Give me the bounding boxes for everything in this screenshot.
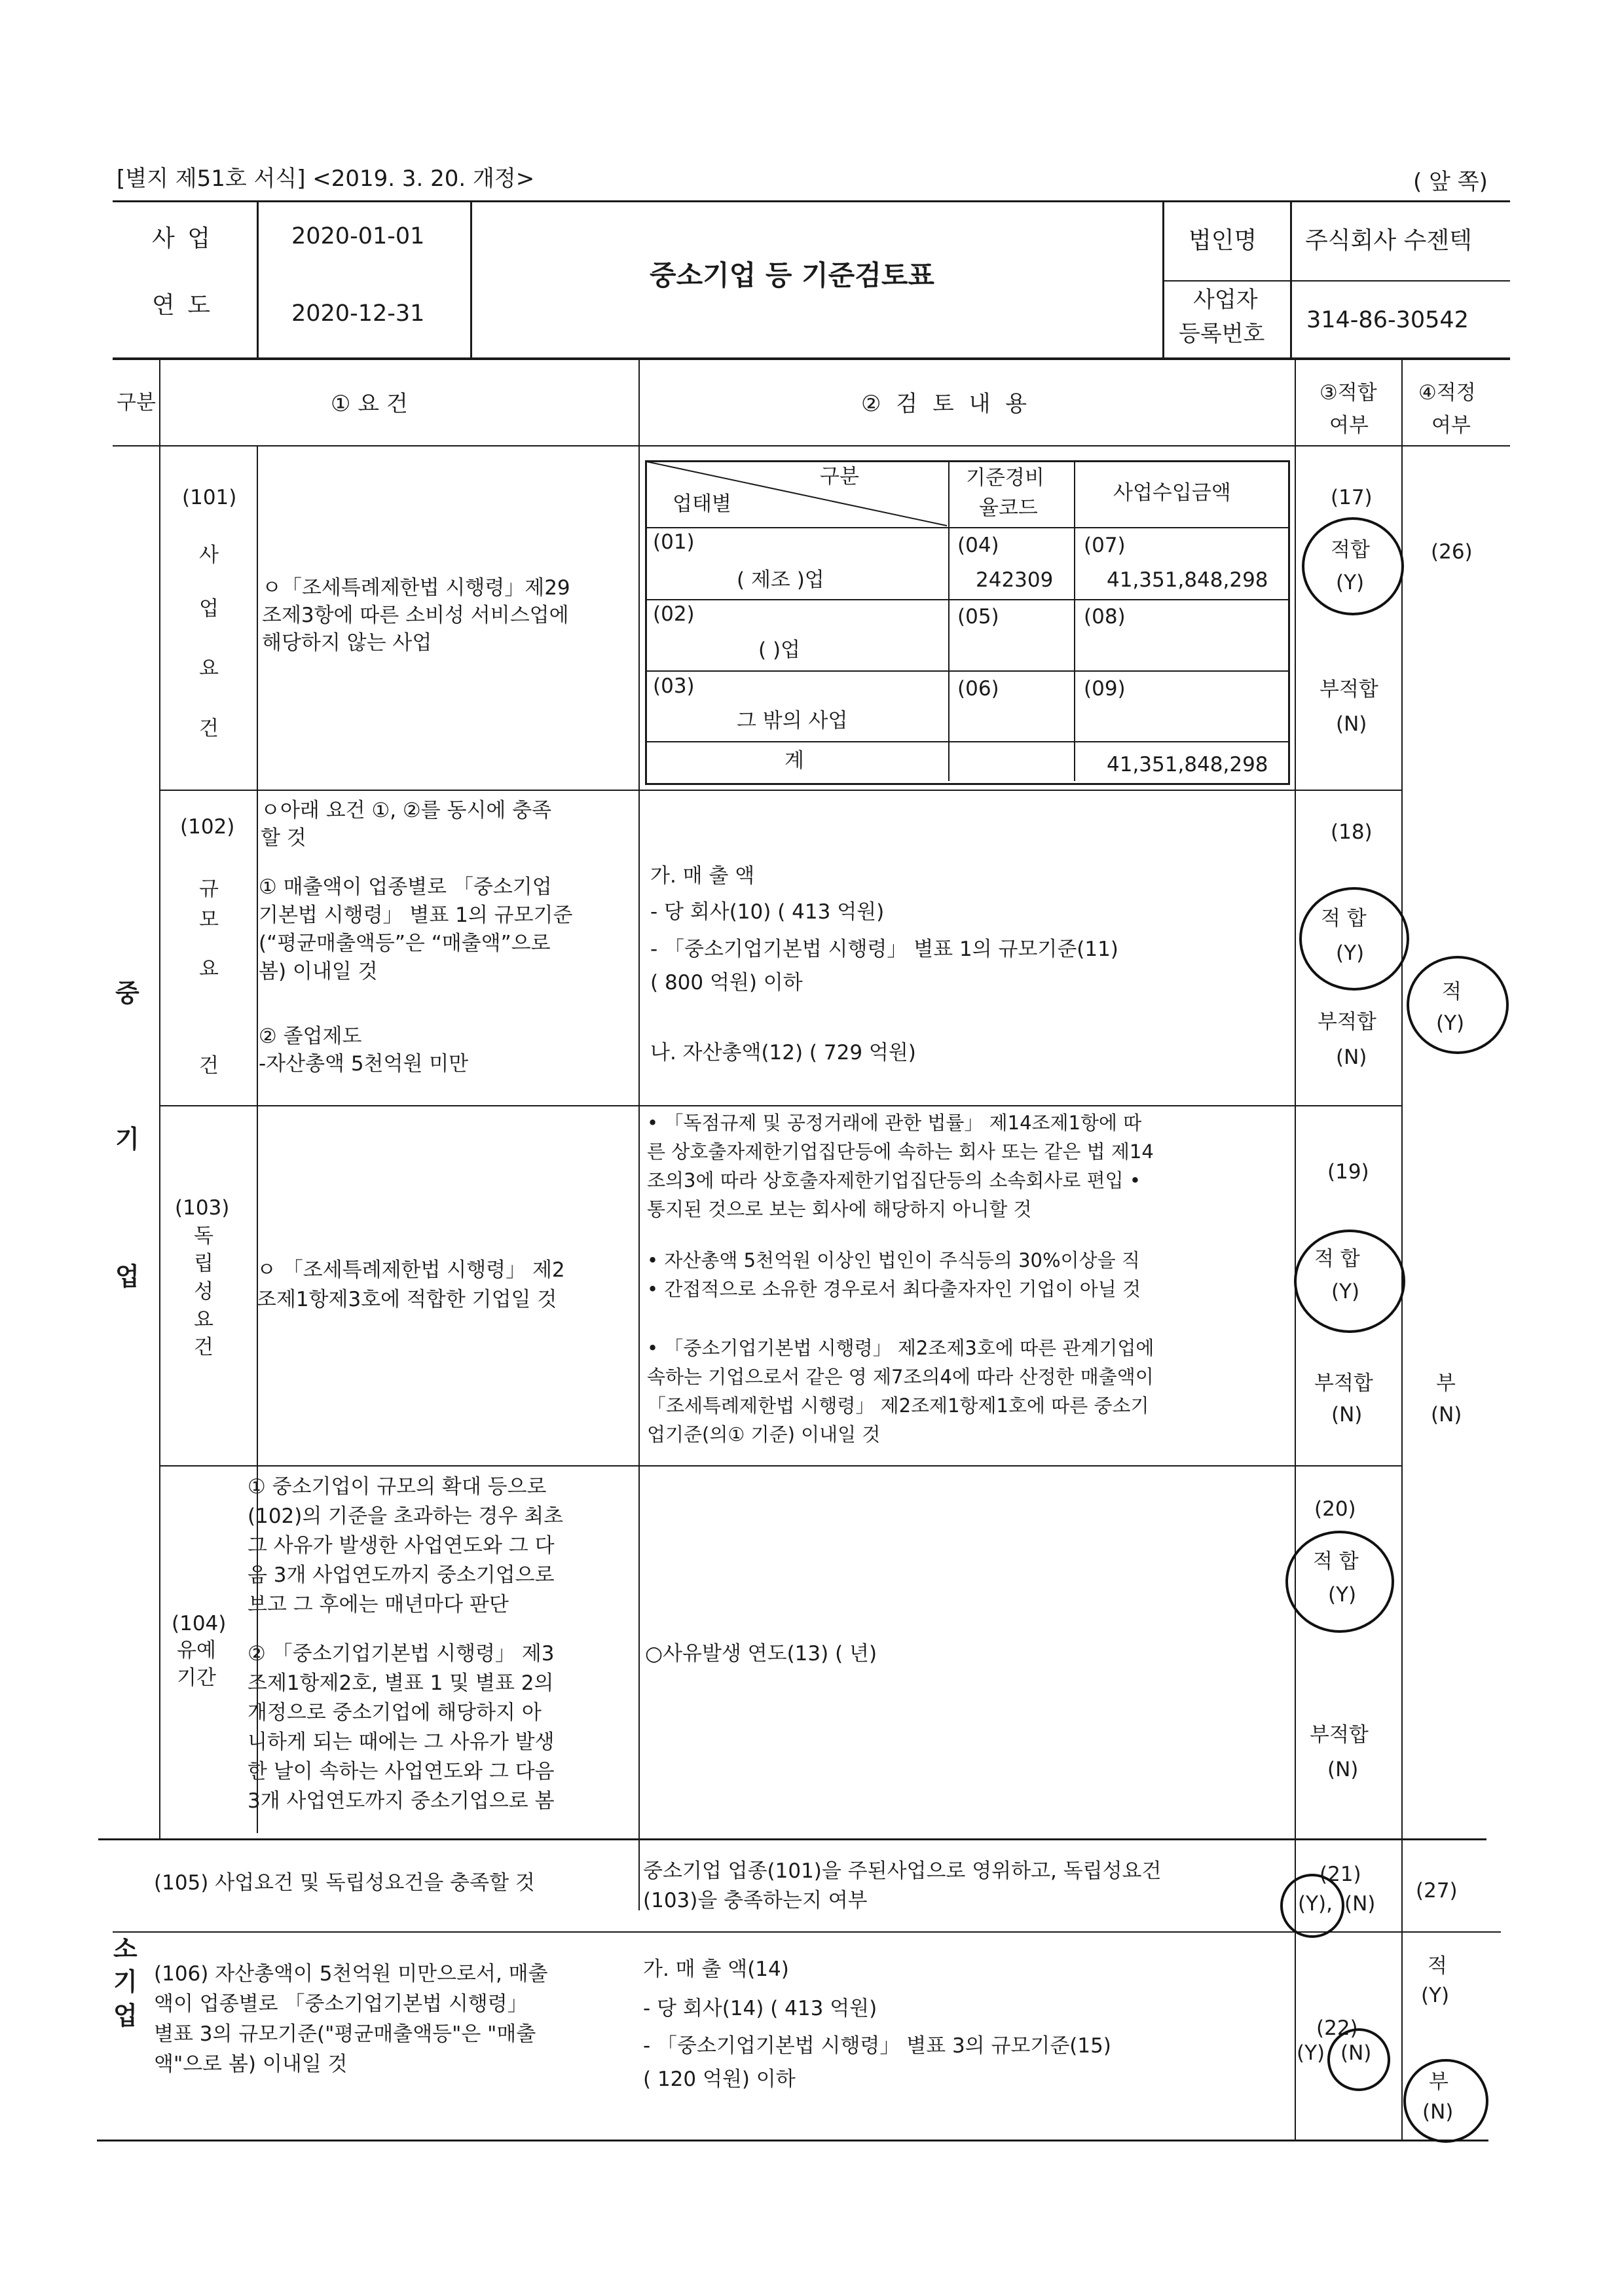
r102-name-1: 규 bbox=[199, 877, 219, 901]
col-code bbox=[257, 445, 258, 1833]
r102-pass-yes: 적 bbox=[1442, 980, 1462, 1004]
r103-review-4: 통지된 것으로 보는 회사에 해당하지 아니할 것 bbox=[647, 1198, 1032, 1220]
r102-fit-no-n: (N) bbox=[1336, 1046, 1367, 1069]
r101-tbl-h bbox=[645, 527, 1288, 528]
r106-review-3: - 「중소기업기본법 시행령」 별표 3의 규모기준(15) bbox=[643, 2034, 1111, 2058]
r101-row1-code-no: (04) bbox=[957, 534, 999, 557]
year-label-2: 연 도 bbox=[152, 292, 213, 319]
r101-tbl-col2 bbox=[1074, 460, 1075, 781]
col-header-pass-2: 여부 bbox=[1431, 414, 1471, 437]
r103-review-9: 「조세특례제한법 시행령」 제2조제1항제1호에 따른 중소기 bbox=[647, 1394, 1149, 1417]
r104-fit-code: (20) bbox=[1314, 1497, 1356, 1521]
r101-row1-code: 242309 bbox=[976, 568, 1054, 592]
r101-row1-amt: 41,351,848,298 bbox=[1107, 568, 1268, 592]
col-header-review: ② 검 토 내 용 bbox=[861, 391, 1031, 417]
r102-req-7: ② 졸업제도 bbox=[259, 1025, 362, 1048]
r101-code: (101) bbox=[182, 486, 237, 509]
r101-row2-no: (02) bbox=[653, 602, 695, 626]
info-div-year bbox=[257, 200, 259, 357]
r102-name-4: 건 bbox=[199, 1054, 219, 1078]
r106-pass-no: 부 bbox=[1429, 2070, 1449, 2094]
r106-req-3: 별표 3의 규모기준("평균매출액등"은 "매출 bbox=[154, 2022, 536, 2046]
r106-fit-n: (N) bbox=[1340, 2041, 1372, 2065]
r102-name-2: 모 bbox=[199, 908, 219, 932]
r103-fit-no: 부적합 bbox=[1314, 1372, 1373, 1395]
small-label-2: 기 bbox=[113, 1967, 138, 1996]
r104-req-9: 니하게 되는 때에는 그 사유가 발생 bbox=[248, 1730, 555, 1754]
r101-name-3: 요 bbox=[199, 657, 219, 680]
r102-review-5: 나. 자산총액(12) ( 729 억원) bbox=[650, 1041, 916, 1065]
small-label-3: 업 bbox=[113, 2001, 138, 2030]
r101-tbl-gubun: 구분 bbox=[820, 465, 859, 488]
r103-review-7: • 「중소기업기본법 시행령」 제2조제3호에 따른 관계기업에 bbox=[647, 1337, 1154, 1359]
r104-req-3: 그 사유가 발생한 사업연도와 그 다 bbox=[248, 1534, 555, 1558]
r101-req-3: 해당하지 않는 사업 bbox=[262, 631, 432, 655]
r105-fit-n: (N) bbox=[1344, 1892, 1376, 1916]
r101-tbl-col1 bbox=[948, 460, 950, 781]
col-header-fit-1: ③적합 bbox=[1320, 381, 1377, 405]
r104-req-4: 음 3개 사업연도까지 중소기업으로 bbox=[248, 1563, 555, 1587]
corp-name: 주식회사 수젠텍 bbox=[1305, 227, 1472, 254]
r102-fit-no: 부적합 bbox=[1318, 1010, 1376, 1034]
r101-fit-yes-y: (Y) bbox=[1336, 571, 1365, 594]
r105-review-1: 중소기업 업종(101)을 주된사업으로 영위하고, 독립성요건 bbox=[643, 1859, 1162, 1883]
header-bottom bbox=[113, 445, 1510, 446]
r103-review-6: • 간접적으로 소유한 경우로서 최다출자자인 기업이 아닐 것 bbox=[647, 1278, 1141, 1300]
r104-code: (104) bbox=[172, 1612, 227, 1635]
r106-pass-yes: 적 bbox=[1428, 1954, 1447, 1978]
r104-review: ○사유발생 연도(13) ( 년) bbox=[645, 1642, 877, 1666]
year-label-1: 사 업 bbox=[152, 225, 213, 252]
col-header-gubun: 구분 bbox=[117, 391, 156, 414]
info-div-corp bbox=[1290, 200, 1292, 357]
form-label: [별지 제51호 서식] <2019. 3. 20. 개정> bbox=[117, 166, 535, 192]
r104-name-2: 기간 bbox=[177, 1666, 216, 1690]
r103-fit-yes-y: (Y) bbox=[1331, 1280, 1360, 1303]
r101-name-2: 업 bbox=[199, 597, 219, 621]
r101-row2-amt-no: (08) bbox=[1084, 605, 1126, 629]
r104-req-5: 보고 그 후에는 매년마다 판단 bbox=[248, 1593, 509, 1616]
r104-fit-no: 부적합 bbox=[1310, 1723, 1369, 1747]
r103-review-8: 속하는 기업으로서 같은 영 제7조의4에 따라 산정한 매출액이 bbox=[647, 1366, 1154, 1388]
r101-row3-amt-no: (09) bbox=[1084, 677, 1126, 701]
r102-req-8: -자산총액 5천억원 미만 bbox=[259, 1052, 469, 1076]
sme-bottom bbox=[98, 1838, 1486, 1840]
col-header-requirement: ① 요 건 bbox=[331, 391, 408, 417]
r101-fit-no-n: (N) bbox=[1336, 712, 1367, 736]
r102-pass-circle bbox=[1407, 956, 1509, 1054]
r101-fit-no: 부적합 bbox=[1320, 678, 1378, 701]
r103-fit-no-n: (N) bbox=[1331, 1403, 1363, 1427]
r102-req-3: ① 매출액이 업종별로 「중소기업 bbox=[259, 875, 552, 899]
r101-total-label: 계 bbox=[784, 749, 804, 773]
row103-bottom bbox=[159, 1465, 1401, 1467]
r104-fit-yes-y: (Y) bbox=[1328, 1583, 1357, 1607]
r101-row2-code-no: (05) bbox=[957, 605, 999, 629]
r101-fit-code: (17) bbox=[1331, 486, 1373, 509]
r102-review-3: - 「중소기업기본법 시행령」 별표 1의 규모기준(11) bbox=[650, 938, 1118, 961]
r103-review-3: 조의3에 따라 상호출자제한기업집단등의 소속회사로 편입 • bbox=[647, 1169, 1141, 1192]
r106-fit-y: (Y) bbox=[1297, 2041, 1325, 2065]
bizno: 314-86-30542 bbox=[1306, 307, 1469, 333]
r106-req-1: (106) 자산총액이 5천억원 미만으로서, 매출 bbox=[154, 1962, 548, 1986]
r102-code: (102) bbox=[180, 815, 235, 839]
r103-name-5: 건 bbox=[194, 1336, 213, 1359]
r101-tbl-r1 bbox=[645, 599, 1288, 600]
r104-req-2: (102)의 기준을 초과하는 경우 최초 bbox=[248, 1504, 564, 1528]
r101-name-4: 건 bbox=[199, 717, 219, 740]
table-top-border bbox=[113, 357, 1510, 360]
r102-review-2: - 당 회사(10) ( 413 억원) bbox=[650, 900, 885, 924]
r102-req-1: ㅇ아래 요건 ①, ②를 동시에 충족 bbox=[261, 799, 552, 822]
r101-row1-name: ( 제조 )업 bbox=[737, 568, 824, 592]
page-side: ( 앞 쪽) bbox=[1413, 169, 1488, 195]
r101-row2-name: ( )업 bbox=[758, 638, 800, 662]
r103-review-1: • 「독점규제 및 공정거래에 관한 법률」 제14조제1항에 따 bbox=[647, 1112, 1142, 1134]
r102-pass-yes-y: (Y) bbox=[1436, 1011, 1465, 1035]
r106-review-2: - 당 회사(14) ( 413 억원) bbox=[643, 1997, 877, 2020]
row101-bottom bbox=[159, 790, 1401, 791]
r104-req-11: 3개 사업연도까지 중소기업으로 봄 bbox=[248, 1789, 555, 1813]
r104-req-10: 한 날이 속하는 사업연도와 그 다음 bbox=[248, 1760, 555, 1783]
sme-label-1: 중 bbox=[115, 979, 139, 1008]
info-top-border bbox=[113, 200, 1510, 202]
r103-fit-yes: 적 합 bbox=[1314, 1247, 1360, 1271]
r106-review-4: ( 120 억원) 이하 bbox=[643, 2068, 796, 2091]
r104-fit-yes: 적 합 bbox=[1313, 1550, 1359, 1573]
r101-tbl-r2 bbox=[645, 670, 1288, 672]
r103-name-2: 립 bbox=[194, 1252, 213, 1275]
r102-req-2: 할 것 bbox=[261, 826, 306, 850]
r102-req-4: 기본법 시행령」 별표 1의 규모기준 bbox=[259, 903, 573, 927]
r102-fit-yes-y: (Y) bbox=[1336, 941, 1365, 965]
r103-name-3: 성 bbox=[194, 1280, 213, 1303]
small-label-1: 소 bbox=[113, 1935, 138, 1963]
r103-name-1: 독 bbox=[194, 1224, 213, 1248]
start-date: 2020-01-01 bbox=[291, 223, 425, 249]
r103-req-2: 조제1항제3호에 적합한 기업일 것 bbox=[257, 1288, 557, 1311]
r101-name-1: 사 bbox=[199, 543, 219, 567]
r104-name-1: 유예 bbox=[177, 1639, 216, 1662]
info-mid-right bbox=[1162, 280, 1510, 282]
r101-tbl-code-h1: 기준경비 bbox=[966, 466, 1044, 490]
row102-bottom bbox=[159, 1105, 1401, 1106]
r104-fit-no-n: (N) bbox=[1327, 1758, 1359, 1781]
col-gubun bbox=[159, 359, 160, 1840]
r102-fit-code: (18) bbox=[1331, 820, 1373, 844]
r101-tbl-code-h2: 율코드 bbox=[979, 496, 1038, 520]
r101-row1-no: (01) bbox=[653, 530, 695, 554]
r101-tbl-r3 bbox=[645, 741, 1288, 742]
r101-req-1: ㅇ「조세특례제한법 시행령」제29 bbox=[262, 576, 570, 600]
r105-pass-code: (27) bbox=[1416, 1879, 1458, 1903]
sme-label-2: 기 bbox=[115, 1125, 139, 1154]
r101-row3-name: 그 밖의 사업 bbox=[737, 709, 848, 733]
r104-req-8: 개정으로 중소기업에 해당하지 아 bbox=[248, 1701, 542, 1724]
r103-req-1: ㅇ 「조세특례제한법 시행령」 제2 bbox=[257, 1258, 565, 1282]
table-bottom bbox=[97, 2140, 1488, 2141]
r106-pass-yes-y: (Y) bbox=[1421, 1984, 1450, 2007]
r103-review-5: • 자산총액 5천억원 이상인 법인이 주식등의 30%이상을 직 bbox=[647, 1249, 1140, 1271]
r102-review-4: ( 800 억원) 이하 bbox=[650, 971, 803, 994]
r106-req-4: 액"으로 봄) 이내일 것 bbox=[154, 2052, 348, 2076]
r103-code: (103) bbox=[175, 1196, 230, 1220]
r102-review-1: 가. 매 출 액 bbox=[650, 864, 755, 888]
r104-req-1: ① 중소기업이 규모의 확대 등으로 bbox=[248, 1475, 547, 1499]
r101-fit-yes: 적합 bbox=[1331, 538, 1370, 562]
col-header-fit-2: 여부 bbox=[1329, 414, 1369, 437]
r102-fit-circle bbox=[1299, 887, 1409, 991]
end-date: 2020-12-31 bbox=[291, 301, 425, 327]
r103-review-2: 른 상호출자제한기업집단등에 속하는 회사 또는 같은 법 제14 bbox=[647, 1140, 1154, 1163]
r101-tbl-amt-h: 사업수입금액 bbox=[1113, 481, 1231, 505]
r106-review-1: 가. 매 출 액(14) bbox=[643, 1958, 789, 1981]
r105-fit-code: (21) bbox=[1320, 1863, 1361, 1886]
col-header-pass-1: ④적정 bbox=[1418, 381, 1476, 405]
r103-review-10: 업기준(의① 기준) 이내일 것 bbox=[647, 1423, 881, 1446]
r101-row3-no: (03) bbox=[653, 674, 695, 698]
bizno-label-2: 등록번호 bbox=[1179, 321, 1265, 347]
r104-req-6: ② 「중소기업기본법 시행령」 제3 bbox=[248, 1642, 555, 1666]
r101-tbl-biz: 업태별 bbox=[673, 492, 731, 516]
info-div-date bbox=[470, 200, 472, 357]
r102-name-3: 요 bbox=[199, 957, 219, 981]
r101-fit-circle bbox=[1302, 517, 1404, 615]
r101-row1-amt-no: (07) bbox=[1084, 534, 1126, 557]
col-review bbox=[1295, 359, 1296, 2140]
r101-row3-code-no: (06) bbox=[957, 677, 999, 701]
r102-fit-yes: 적 합 bbox=[1321, 907, 1367, 930]
r106-pass-no-n: (N) bbox=[1422, 2100, 1454, 2124]
r103-name-4: 요 bbox=[194, 1308, 213, 1332]
doc-title: 중소기업 등 기준검토표 bbox=[650, 259, 934, 291]
bizno-label-1: 사업자 bbox=[1193, 287, 1258, 313]
sme-label-3: 업 bbox=[115, 1262, 139, 1291]
r101-pass-code: (26) bbox=[1431, 540, 1473, 564]
r103-pass-no-n: (N) bbox=[1431, 1403, 1462, 1427]
r104-req-7: 조제1항제2호, 별표 1 및 별표 2의 bbox=[248, 1671, 554, 1695]
r102-req-6: 봄) 이내일 것 bbox=[259, 960, 378, 983]
r106-fit-code: (22) bbox=[1316, 2016, 1358, 2040]
r103-pass-no: 부 bbox=[1436, 1372, 1456, 1395]
r101-req-2: 조제3항에 따른 소비성 서비스업에 bbox=[262, 604, 569, 627]
r106-req-2: 액이 업종별로 「중소기업기본법 시행령」 bbox=[154, 1992, 528, 2016]
r105-req: (105) 사업요건 및 독립성요건을 충족할 것 bbox=[154, 1871, 535, 1895]
info-div-title bbox=[1162, 200, 1164, 357]
col-req bbox=[638, 359, 640, 1910]
col-fit bbox=[1401, 359, 1403, 2140]
r102-req-5: (“평균매출액등”은 “매출액”으로 bbox=[259, 932, 551, 955]
r105-fit-y: (Y), bbox=[1298, 1892, 1333, 1916]
r103-fit-code: (19) bbox=[1327, 1160, 1369, 1184]
corp-name-label: 법인명 bbox=[1189, 227, 1257, 254]
r104-fit-circle bbox=[1285, 1531, 1394, 1633]
r105-review-2: (103)을 충족하는지 여부 bbox=[643, 1889, 868, 1912]
r101-total-amt: 41,351,848,298 bbox=[1107, 753, 1268, 776]
